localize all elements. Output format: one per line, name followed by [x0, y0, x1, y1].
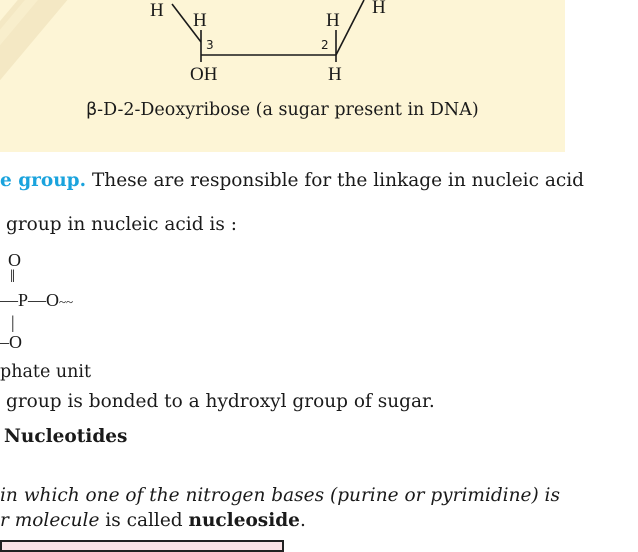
- atom-h-c2-bottom: H: [328, 64, 342, 85]
- caption-text: -D-2-Deoxyribose (a sugar present in DNA): [97, 100, 479, 120]
- phosphate-line-2: group in nucleic acid is :: [6, 214, 237, 235]
- deoxyribose-structure: [0, 0, 565, 152]
- atom-h-c2-top: H: [326, 10, 340, 31]
- beta-symbol: β: [86, 100, 98, 120]
- definition-end: .: [299, 510, 306, 531]
- definition-line-1: in which one of the nitrogen bases (purine or pyrimidine) is: [0, 485, 560, 506]
- phosphate-p-left: —P—O: [0, 290, 60, 310]
- phosphate-double-bond: ‖: [10, 266, 16, 286]
- definition-rest: is called: [99, 510, 189, 531]
- atom-h-top-right: H: [372, 0, 386, 18]
- nucleoside-term: nucleoside: [188, 510, 300, 531]
- phosphate-bonded-line: group is bonded to a hydroxyl group of sugar.: [6, 391, 435, 412]
- phosphate-o-bottom: –O: [0, 332, 22, 352]
- carbon-number-2: 2: [321, 38, 329, 52]
- nucleotides-heading: Nucleotides: [4, 426, 128, 447]
- definition-italic: r molecule: [0, 510, 100, 531]
- atom-oh-c3: OH: [190, 64, 218, 85]
- bond-c1-ring: [336, 0, 364, 55]
- phosphate-wave: ~~: [59, 294, 74, 309]
- phosphate-intro-text: These are responsible for the linkage in nucleic acid: [86, 170, 584, 191]
- phosphate-unit-caption: phate unit: [0, 362, 92, 382]
- atom-h-c3-top: H: [193, 10, 207, 31]
- phosphate-heading: e group.: [0, 170, 87, 191]
- phosphate-single-bond: |: [11, 312, 15, 332]
- carbon-number-3: 3: [206, 38, 214, 52]
- info-box: [0, 540, 284, 552]
- definition-line-2: [0, 510, 306, 531]
- atom-h-top-left: H: [150, 0, 164, 21]
- phosphate-intro-line: [0, 170, 584, 191]
- structure-caption: [86, 100, 479, 120]
- phosphate-o-top: O: [8, 250, 21, 270]
- structure-panel: [0, 0, 565, 152]
- phosphate-p-line: [0, 290, 73, 311]
